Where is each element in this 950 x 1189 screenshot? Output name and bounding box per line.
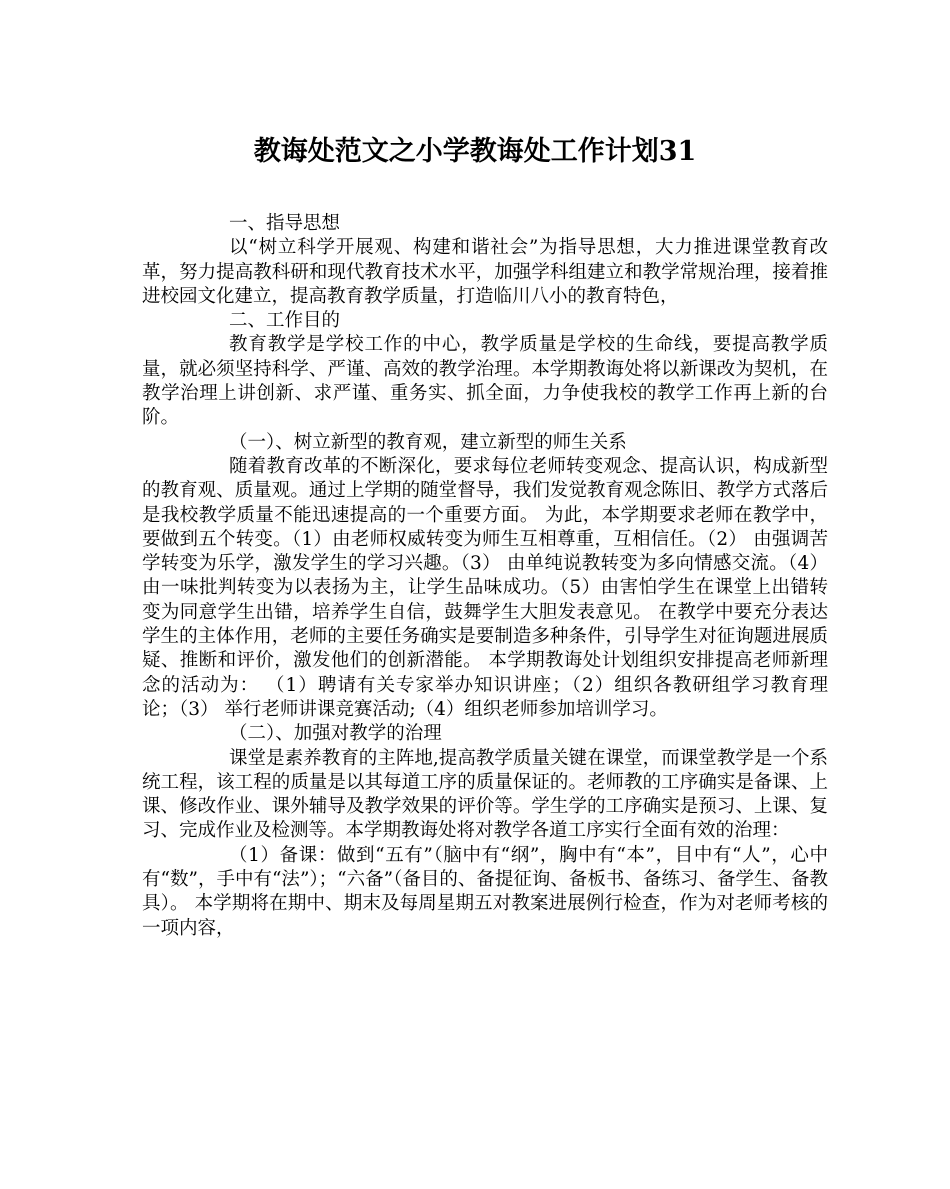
paragraph-lesson-preparation: （1）备课：做到“五有”（脑中有“纲”，胸中有“本”，目中有“人”，心中有“数”，手中有“法”）；“六备”（备目的、备提征询、备板书、备练习、备学生、备教具）。 本学期将在期中、期末及每周星期五对教案进展例行检查，作为对老师考核的一项内容， bbox=[142, 844, 828, 939]
document-body bbox=[142, 212, 828, 941]
subsection-heading-education-view: （一）、树立新型的教育观，建立新型的师生关系 bbox=[229, 431, 627, 453]
paragraph-guiding-thought: 以“树立科学开展观、构建和谐社会”为指导思想，大力推进课堂教育改革，努力提高教科研和现代教育技术水平，加强学科组建立和教学常规治理，接着推进校园文化建立，提高教育教学质量，打造临川八小的教育特色， bbox=[142, 237, 828, 307]
paragraph-teaching-management: 课堂是素养教育的主阵地,提高教学质量关键在课堂，而课堂教学是一个系统工程，该工程的质量是以其每道工序的质量保证的。老师教的工序确实是备课、上课、修改作业、课外辅导及教学效果的评价等。学生学的工序确实是预习、上课、复习、完成作业及检测等。本学期教诲处将对教学各道工序实行全面有效的治理： bbox=[142, 747, 828, 842]
section-heading-guiding-thought: 一、指导思想 bbox=[229, 213, 341, 234]
paragraph-work-goals: 教育教学是学校工作的中心，教学质量是学校的生命线，要提高教学质量，就必须坚持科学、严谨、高效的教学治理。本学期教诲处将以新课改为契机，在教学治理上讲创新、求严谨、重务实、抓全面，力争使我校的教学工作再上新的台阶。 bbox=[142, 334, 828, 429]
document-title: 教诲处范文之小学教诲处工作计划31 bbox=[253, 136, 697, 167]
paragraph-education-view: 随着教育改革的不断深化，要求每位老师转变观念、提高认识，构成新型的教育观、质量观。通过上学期的随堂督导，我们发觉教育观念陈旧、教学方式落后是我校教学质量不能迅速提高的一个重要方面。 为此，本学期要求老师在教学中，要做到五个转变。（1）由老师权威转变为师生互相尊重，互相信任。（2） 由强调苦学转变为乐学，激发学生的学习兴趣。（3） 由单纯说教转变为多向情感交流。（4） 由一味批判转变为以表扬为主，让学生品味成功。（5）由害怕学生在课堂上出错转变为同意学生出错，培养学生自信，鼓舞学生大胆发表意见。 在教学中要充分表达学生的主体作用，老师的主要任务确实是要制造多种条件，引导学生对征询题进展质疑、推断和评价，激发他们的创新潜能。 本学期教诲处计划组织安排提高老师新理念的活动为： （1）聘请有关专家举办知识讲座；（2）组织各教研组学习教育理论；（3） 举行老师讲课竞赛活动;（4）组织老师参加培训学习。 bbox=[142, 455, 828, 720]
subsection-heading-teaching-management: （二）、加强对教学的治理 bbox=[229, 723, 442, 745]
section-heading-work-goals: 二、工作目的 bbox=[229, 310, 341, 332]
